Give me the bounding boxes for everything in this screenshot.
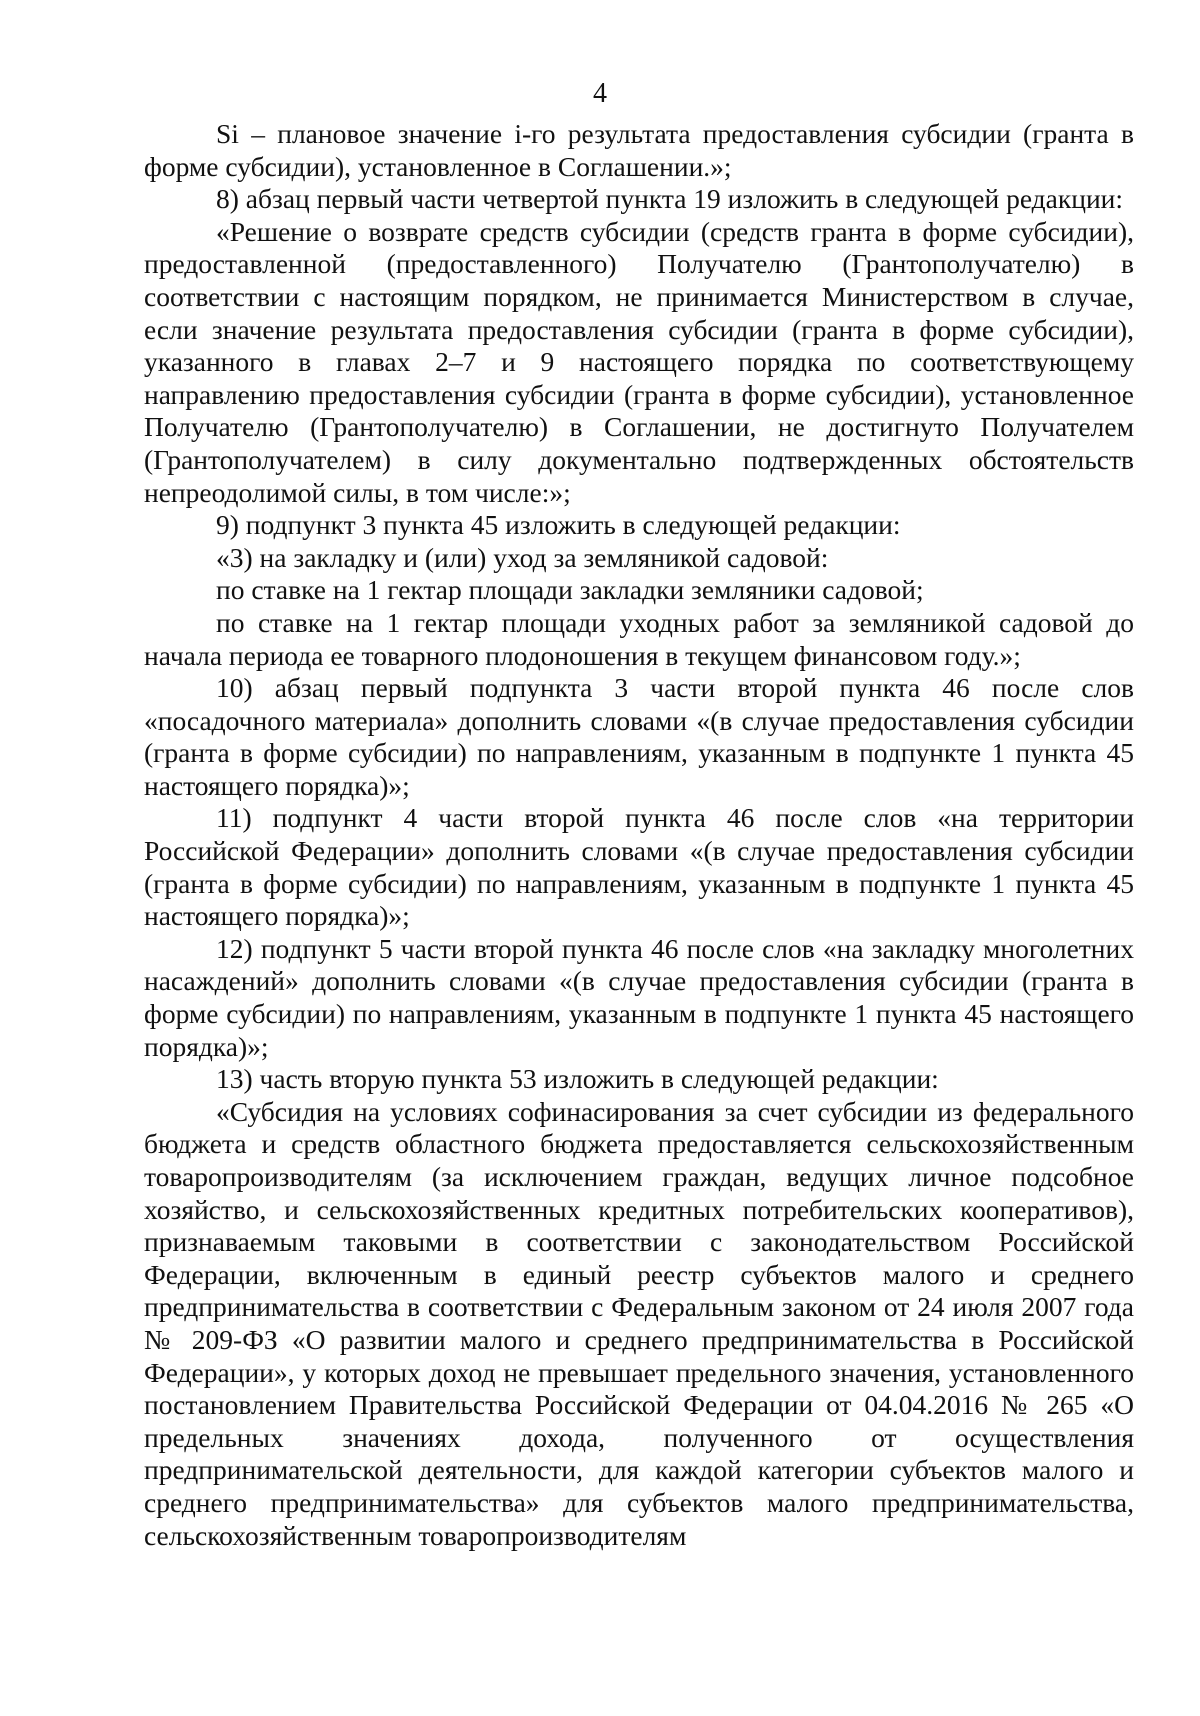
paragraph-item-10: 10) абзац первый подпункта 3 части второй пункта 46 после слов «посадочного материала» дополнить словами «(в случае предоставления субсидии (гранта в форме субсидии) по направлениям, указанным в подпункте 1 пункта 45 настоящего порядка)»; bbox=[144, 672, 1134, 801]
paragraph-si-definition: Si – плановое значение i-го результата предоставления субсидии (гранта в форме субсидии), установленное в Соглашении.»; bbox=[144, 118, 1134, 182]
paragraph-item-12: 12) подпункт 5 части второй пункта 46 после слов «на закладку многолетних насаждений» дополнить словами «(в случае предоставления субсидии (гранта в форме субсидии) по направлениям, указанным в подпункте 1 пункта 45 настоящего порядка)»; bbox=[144, 932, 1134, 1062]
paragraph-item-9-rate-care: по ставке на 1 гектар площади уходных работ за земляникой садовой до начала периода ее товарного плодоношения в текущем финансовом году.»; bbox=[144, 606, 1134, 671]
paragraph-item-9-subpoint: «3) на закладку и (или) уход за земляникой садовой: bbox=[216, 541, 829, 573]
paragraph-item-8: 8) абзац первый части четвертой пункта 19 изложить в следующей редакции: bbox=[216, 183, 1124, 215]
paragraph-item-9-rate-planting: по ставке на 1 гектар площади закладки земляники садовой; bbox=[216, 574, 924, 606]
paragraph-item-13-text: «Субсидия на условиях софинасирования за счет субсидии из федерального бюджета и средств областного бюджета предоставляется сельскохозяйственным товаропроизводителям (за исключением граждан, ведущих личное подсобное хозяйство, и сельскохозяйственных кредитных потребительских кооперативов), признаваемым таковыми в соответствии с законодательством Российской Федерации, включенным в единый реестр субъектов малого и среднего предпринимательства в соответствии с Федеральным законом от 24 июля 2007 года № 209-ФЗ «О развитии малого и среднего предпринимательства в Российской Федерации», у которых доход не превышает предельного значения, установленного постановлением Правительства Российской Федерации от 04.04.2016 № 265 «О предельных значениях дохода, полученного от осуществления предпринимательской деятельности, для каждой категории субъектов малого и среднего предпринимательства» для субъектов малого предпринимательства, сельскохозяйственным товаропроизводителям bbox=[144, 1095, 1134, 1551]
paragraph-item-11: 11) подпункт 4 части второй пункта 46 после слов «на территории Российской Федерации» дополнить словами «(в случае предоставления субсидии (гранта в форме субсидии) по направлениям, указанным в подпункте 1 пункта 45 настоящего порядка)»; bbox=[144, 802, 1134, 932]
paragraph-item-8-text: «Решение о возврате средств субсидии (средств гранта в форме субсидии), предоставленной (предоставленного) Получателю (Грантополучателю) в соответствии с настоящим порядком, не принимается Министерством в случае, если значение результата предоставления субсидии (гранта в форме субсидии), указанного в главах 2–7 и 9 настоящего порядка по соответствующему направлению предоставления субсидии (гранта в форме субсидии), установленное Получателю (Грантополучателю) в Соглашении, не достигнуто Получателем (Грантополучателем) в силу документально подтвержденных обстоятельств непреодолимой силы, в том числе:»; bbox=[144, 215, 1134, 508]
page-number: 4 bbox=[593, 78, 607, 109]
paragraph-item-9: 9) подпункт 3 пункта 45 изложить в следующей редакции: bbox=[216, 509, 901, 541]
document-body bbox=[144, 118, 1134, 1552]
paragraph-item-13: 13) часть вторую пункта 53 изложить в следующей редакции: bbox=[216, 1063, 939, 1095]
